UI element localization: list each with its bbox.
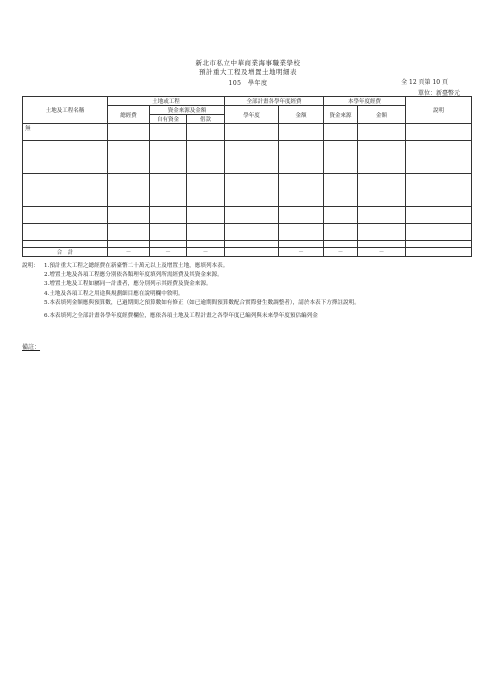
this-year-header: 本學年度經費 bbox=[324, 97, 406, 106]
col-name-header: 土地及工程名稱 bbox=[23, 97, 108, 124]
self-fund-dash: － bbox=[150, 248, 187, 257]
header-row-1 bbox=[23, 97, 472, 106]
prior-years-header: 全部計畫各學年度經費 bbox=[225, 97, 324, 106]
table-row bbox=[23, 241, 472, 248]
total-row bbox=[23, 248, 472, 257]
note-item: 說明： 1.預計重大工程之總經費在新臺幣二十萬元以上及增置土地，應填列本表。 bbox=[22, 262, 472, 271]
remark-label: 備註： bbox=[22, 344, 41, 351]
loan-header: 借款 bbox=[187, 115, 225, 124]
academic-year: 105 學年度 bbox=[228, 80, 268, 87]
remark-header: 說明 bbox=[406, 97, 472, 124]
table-title: 預計重大工程及增置土地明細表 bbox=[199, 68, 297, 76]
amount-header: 金額 bbox=[279, 106, 324, 124]
table-row bbox=[23, 207, 472, 224]
self-fund-header: 自有資金 bbox=[150, 115, 187, 124]
notes-lead: 說明： bbox=[22, 263, 39, 269]
total-cost-dash: － bbox=[108, 248, 150, 257]
project-table bbox=[22, 96, 472, 257]
table-row bbox=[23, 141, 472, 174]
loan-dash: － bbox=[187, 248, 225, 257]
note-item: 2.增置土地及各項工程應分別依各類理年度填列所需經費及其資金來源。 bbox=[44, 272, 223, 279]
table-row bbox=[23, 224, 472, 241]
first-row-label: 無 bbox=[23, 124, 108, 141]
school-name: 新北市私立中華商業海事職業學校 bbox=[195, 59, 301, 67]
note-item: 5.本表填列金額應與預算數，已過期間之預算數如有修正（如已逾期間預算數配合實際發生數調整者），請於本表下方擇註說明。 bbox=[44, 299, 360, 306]
school-year-header: 學年度 bbox=[225, 106, 279, 124]
total-cost-header: 總經費 bbox=[108, 106, 150, 124]
note-item: 4.土地及各項工程之用途與規劃細目應在說明欄中敘明。 bbox=[44, 290, 184, 297]
fund-src-short-header: 資金來源 bbox=[324, 106, 358, 124]
fund-src-dash: － bbox=[324, 248, 358, 257]
page-info: 全 12 頁第 10 頁 bbox=[401, 79, 448, 86]
note-item: 3.增置土地及工程如屬同一計畫者，應分別列示其經費及資金來源。 bbox=[44, 281, 212, 288]
table-row bbox=[23, 174, 472, 207]
amount2-header: 金額 bbox=[358, 106, 406, 124]
prior-amount-dash: － bbox=[279, 248, 324, 257]
this-amount-dash: － bbox=[358, 248, 406, 257]
note-item: 6.本表填列之全部計畫各學年度經費欄位，應依各項土地及工程計畫之各學年度已編列與未來學年度預估編列金 bbox=[44, 313, 318, 320]
group-land-header: 土地或工程 bbox=[108, 97, 225, 106]
fund-source-header: 資金來源及金額 bbox=[150, 106, 225, 115]
notes-section bbox=[22, 262, 472, 321]
total-label: 合 計 bbox=[23, 248, 108, 257]
table-row bbox=[23, 124, 472, 141]
currency-unit: 單位：新臺幣元 bbox=[417, 90, 460, 97]
